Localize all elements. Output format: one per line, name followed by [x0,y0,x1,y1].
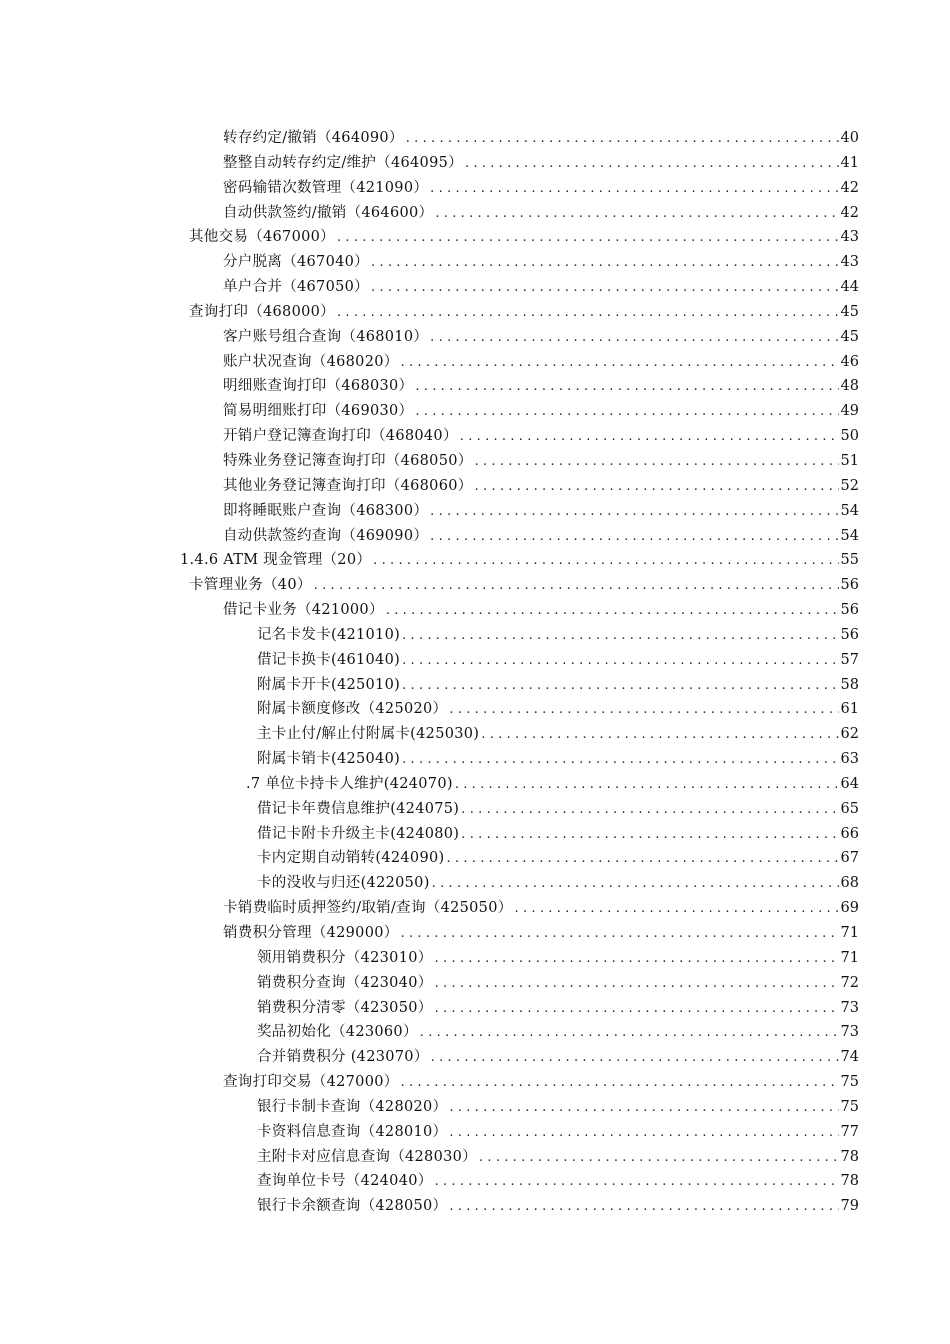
toc-entry-page-number: 78 [840,1148,859,1165]
toc-entry[interactable] [0,250,950,275]
toc-entry-title: 分户脱离（467040） [223,254,369,271]
toc-entry[interactable] [0,996,950,1021]
dot-leader [430,177,838,202]
toc-entry-title: 即将睡眠账户查询（468300） [223,502,429,519]
toc-entry[interactable] [0,648,950,673]
toc-entry-title: 查询打印（468000） [189,303,335,320]
toc-entry-page-number: 49 [840,403,859,420]
toc-entry[interactable] [0,449,950,474]
toc-entry[interactable] [0,225,950,250]
toc-entry-title: 客户账号组合查询（468010） [223,328,429,345]
toc-entry[interactable] [0,772,950,797]
toc-entry-page-number: 79 [840,1198,859,1215]
toc-entry-title: 整整自动转存约定/维护（464095） [223,154,463,171]
dot-leader [431,1046,839,1071]
toc-entry-title: 附属卡额度修改（425020） [257,701,448,718]
toc-entry[interactable] [0,573,950,598]
dot-leader [515,897,839,922]
toc-entry[interactable] [0,151,950,176]
toc-entry-page-number: 50 [840,428,859,445]
dot-leader [420,1021,839,1046]
toc-entry-page-number: 65 [840,800,859,817]
dot-leader [461,823,838,848]
toc-entry[interactable] [0,673,950,698]
toc-entry[interactable] [0,374,950,399]
toc-entry-page-number: 41 [840,154,859,171]
dot-leader [415,375,838,400]
dot-leader [401,922,839,947]
toc-entry-title: 卡管理业务（40） [189,577,312,594]
toc-entry-page-number: 69 [840,900,859,917]
toc-entry[interactable] [0,971,950,996]
toc-entry-page-number: 62 [840,726,859,743]
toc-entry[interactable] [0,325,950,350]
toc-entry[interactable] [0,747,950,772]
dot-leader [415,400,838,425]
toc-entry-page-number: 43 [840,229,859,246]
toc-entry-title: 其他业务登记簿查询打印（468060） [223,477,473,494]
toc-entry[interactable] [0,598,950,623]
toc-entry-page-number: 55 [840,552,859,569]
dot-leader [337,226,839,251]
toc-entry-page-number: 61 [840,701,859,718]
toc-entry-page-number: 45 [840,328,859,345]
toc-entry-page-number: 42 [840,179,859,196]
toc-entry-page-number: 66 [840,825,859,842]
toc-entry[interactable] [0,1169,950,1194]
toc-entry-page-number: 71 [840,925,859,941]
toc-entry-title: 查询单位卡号（424040） [257,1173,433,1190]
dot-leader [435,202,838,227]
toc-entry-title: 奖品初始化（423060） [257,1024,418,1041]
toc-entry-title: 借记卡换卡(461040) [257,651,401,668]
dot-leader [371,276,839,301]
toc-entry[interactable] [0,1120,950,1145]
dot-leader [371,251,839,276]
toc-entry-title: 特殊业务登记簿查询打印（468050） [223,452,473,469]
dot-leader [430,326,838,351]
table-of-contents [0,126,950,1219]
dot-leader [449,698,838,723]
toc-entry-title: 卡销费临时质押签约/取销/查询（425050） [223,900,513,917]
toc-entry[interactable] [0,300,950,325]
toc-entry-page-number: 64 [840,775,859,792]
toc-entry-page-number: 57 [840,651,859,668]
toc-entry[interactable] [0,424,950,449]
toc-entry-page-number: 67 [840,850,859,867]
toc-entry[interactable] [0,846,950,871]
toc-entry[interactable] [0,797,950,822]
toc-entry-title: 卡的没收与归还(422050) [257,875,430,892]
dot-leader [402,624,838,649]
toc-entry[interactable] [0,946,950,971]
toc-entry[interactable] [0,1070,950,1095]
toc-entry-title: 主附卡对应信息查询（428030） [257,1148,477,1165]
toc-entry-title: 记名卡发卡(421010) [257,626,401,643]
toc-entry-page-number: 75 [840,1074,859,1091]
dot-leader [430,525,838,550]
toc-entry-page-number: 42 [840,204,859,221]
toc-entry-title: 销费积分清零（423050） [257,999,433,1016]
toc-entry-page-number: 45 [840,303,859,320]
dot-leader [373,549,838,574]
toc-entry-title: .7 单位卡持卡人维护(424070) [246,775,453,792]
toc-entry-title: 领用销费积分（423010） [257,949,433,966]
dot-leader [449,1096,838,1121]
toc-entry-page-number: 75 [840,1098,859,1115]
toc-entry[interactable] [0,499,950,524]
toc-entry-page-number: 54 [840,502,859,519]
toc-entry-page-number: 44 [840,279,859,296]
toc-entry-page-number: 63 [840,751,859,768]
toc-entry-title: 银行卡制卡查询（428020） [257,1098,448,1115]
dot-leader [402,674,838,699]
toc-entry[interactable] [0,896,950,921]
toc-entry[interactable] [0,722,950,747]
dot-leader [435,997,839,1022]
toc-entry-title: 主卡止付/解止付附属卡(425030) [257,726,480,743]
dot-leader [475,450,839,475]
dot-leader [479,1146,839,1171]
toc-entry[interactable] [0,1045,950,1070]
toc-entry[interactable] [0,524,950,549]
dot-leader [449,1121,838,1146]
toc-entry-page-number: 52 [840,477,859,494]
dot-leader [402,748,838,773]
toc-entry[interactable] [0,921,950,946]
toc-entry[interactable] [0,1020,950,1045]
toc-entry-title: 自动供款签约/撤销（464600） [223,204,434,221]
toc-entry-page-number: 48 [840,378,859,395]
dot-leader [401,1071,839,1096]
dot-leader [337,301,839,326]
toc-entry-page-number: 72 [840,974,859,991]
toc-entry-title: 银行卡余额查询（428050） [257,1198,448,1215]
dot-leader [465,152,839,177]
dot-leader [406,127,839,152]
toc-entry-page-number: 71 [840,949,859,966]
dot-leader [435,1170,839,1195]
toc-entry-page-number: 51 [840,452,859,469]
toc-entry-page-number: 74 [840,1049,859,1066]
toc-entry-page-number: 56 [840,626,859,643]
toc-entry-page-number: 73 [840,999,859,1016]
toc-entry[interactable] [0,399,950,424]
dot-leader [401,351,839,376]
toc-entry[interactable] [0,871,950,896]
toc-entry-title: 查询打印交易（427000） [223,1074,399,1091]
toc-entry-title: 卡资料信息查询（428010） [257,1123,448,1140]
dot-leader [460,425,839,450]
toc-entry-title: 借记卡业务（421000） [223,602,384,619]
toc-entry-page-number: 56 [840,577,859,594]
toc-entry-page-number: 58 [840,676,859,693]
dot-leader [446,847,838,872]
toc-entry-title: 简易明细账打印（469030） [223,403,414,420]
toc-entry-title: 附属卡销卡(425040) [257,751,401,768]
toc-entry-title: 开销户登记簿查询打印（468040） [223,428,458,445]
toc-entry-title: 卡内定期自动销转(424090) [257,850,445,867]
dot-leader [314,574,839,599]
dot-leader [435,947,839,972]
dot-leader [386,599,839,624]
dot-leader [481,723,838,748]
toc-entry[interactable] [0,275,950,300]
toc-entry[interactable] [0,176,950,201]
dot-leader [475,475,839,500]
toc-entry-page-number: 54 [840,527,859,544]
toc-entry-title: 借记卡附卡升级主卡(424080) [257,825,460,842]
toc-entry-title: 密码输错次数管理（421090） [223,179,429,196]
toc-entry[interactable] [0,1095,950,1120]
toc-entry-title: 合并销费积分 (423070） [257,1049,429,1066]
toc-entry-title: 1.4.6 ATM 现金管理（20） [180,552,372,569]
toc-entry[interactable] [0,822,950,847]
toc-entry-title: 账户状况查询（468020） [223,353,399,370]
toc-entry-title: 单户合并（467050） [223,279,369,296]
toc-entry-page-number: 43 [840,254,859,271]
toc-entry-title: 销费积分管理（429000） [223,925,399,941]
toc-entry-title: 转存约定/撤销（464090） [223,130,404,146]
toc-entry-page-number: 73 [840,1024,859,1041]
dot-leader [461,798,838,823]
toc-entry-title: 销费积分查询（423040） [257,974,433,991]
toc-entry-title: 附属卡开卡(425010) [257,676,401,693]
dot-leader [430,500,838,525]
toc-entry[interactable] [0,1194,950,1219]
toc-entry-title: 自动供款签约查询（469090） [223,527,429,544]
toc-entry-page-number: 40 [840,130,859,146]
toc-entry-title: 其他交易（467000） [189,229,335,246]
toc-entry[interactable] [0,697,950,722]
toc-entry[interactable] [0,548,950,573]
toc-entry[interactable] [0,623,950,648]
dot-leader [435,972,839,997]
toc-entry[interactable] [0,126,950,151]
dot-leader [432,872,839,897]
toc-entry[interactable] [0,350,950,375]
toc-entry[interactable] [0,1145,950,1170]
toc-entry[interactable] [0,474,950,499]
toc-entry-page-number: 78 [840,1173,859,1190]
toc-entry-title: 明细账查询打印（468030） [223,378,414,395]
toc-entry-page-number: 46 [840,353,859,370]
dot-leader [449,1195,838,1220]
toc-entry[interactable] [0,201,950,226]
toc-entry-title: 借记卡年费信息维护(424075) [257,800,460,817]
dot-leader [402,649,838,674]
toc-entry-page-number: 77 [840,1123,859,1140]
dot-leader [455,773,839,798]
toc-entry-page-number: 56 [840,602,859,619]
toc-entry-page-number: 68 [840,875,859,892]
